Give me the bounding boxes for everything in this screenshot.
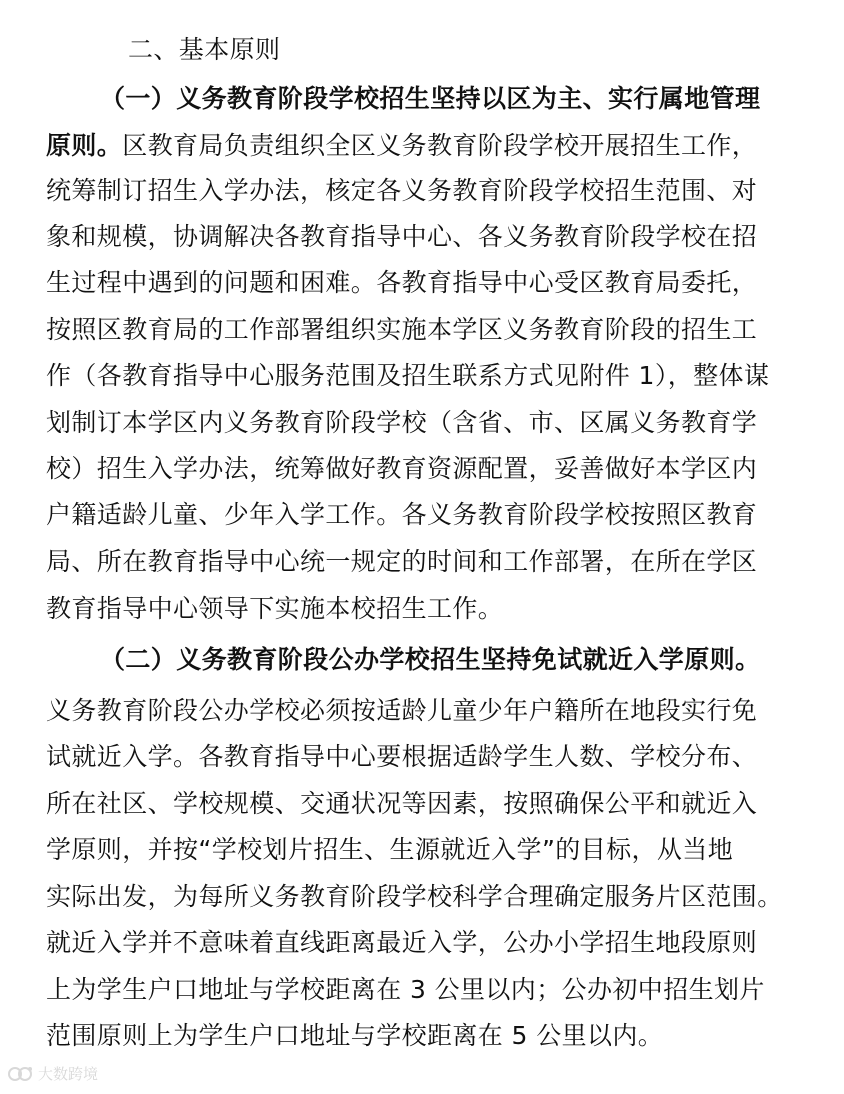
paragraph-2-line: 义务教育阶段公办学校必须按适龄儿童少年户籍所在地段实行免 (46, 696, 758, 725)
paragraph-1-line: 局、所在教育指导中心统一规定的时间和工作部署，在所在学区 (46, 547, 758, 576)
paragraph-1-line: 生过程中遇到的问题和困难。各教育指导中心受区教育局委托， (46, 268, 758, 297)
paragraph-2-line: 实际出发，为每所义务教育阶段学校科学合理确定服务片区范围。 (46, 882, 783, 911)
paragraph-1-line (46, 131, 757, 161)
paragraph-1-title-end: 原则。 (46, 131, 123, 160)
paragraph-1-text: 区教育局负责组织全区义务教育阶段学校开展招生工作， (122, 131, 758, 160)
paragraph-1-line: 划制订本学区内义务教育阶段学校（含省、市、区属义务教育学 (46, 408, 758, 437)
paragraph-1-line: 象和规模，协调解决各教育指导中心、各义务教育阶段学校在招 (46, 222, 758, 251)
watermark (8, 1064, 98, 1084)
paragraph-2-line: 学原则，并按“学校划片招生、生源就近入学”的目标，从当地 (46, 835, 734, 864)
paragraph-2-line: 所在社区、学校规模、交通状况等因素，按照确保公平和就近入 (46, 789, 758, 818)
paragraph-1-line: 户籍适龄儿童、少年入学工作。各义务教育阶段学校按照区教育 (46, 500, 758, 529)
paragraph-2-title: （二）义务教育阶段公办学校招生坚持免试就近入学原则。 (100, 645, 761, 674)
paragraph-1-line: 统筹制订招生入学办法，核定各义务教育阶段学校招生范围、对 (46, 176, 758, 205)
paragraph-1-line: 校）招生入学办法，统筹做好教育资源配置，妥善做好本学区内 (46, 454, 758, 483)
paragraph-1-line: 作（各教育指导中心服务范围及招生联系方式见附件 1），整体谋 (46, 361, 770, 390)
paragraph-2-line: 范围原则上为学生户口地址与学校距离在 5 公里以内。 (46, 1021, 664, 1050)
watermark-logo-icon (8, 1065, 34, 1083)
section-heading: 二、基本原则 (128, 35, 281, 64)
paragraph-2-line: 上为学生户口地址与学校距离在 3 公里以内；公办初中招生划片 (46, 975, 765, 1004)
paragraph-1-line: 教育指导中心领导下实施本校招生工作。 (46, 594, 504, 623)
paragraph-1-line: 按照区教育局的工作部署组织实施本学区义务教育阶段的招生工 (46, 315, 758, 344)
watermark-text: 大数跨境 (38, 1065, 99, 1083)
paragraph-2-line: 试就近入学。各教育指导中心要根据适龄学生人数、学校分布、 (46, 742, 758, 771)
paragraph-1-title: （一）义务教育阶段学校招生坚持以区为主、实行属地管理 (100, 84, 761, 113)
paragraph-2-line: 就近入学并不意味着直线距离最近入学，公办小学招生地段原则 (46, 928, 758, 957)
